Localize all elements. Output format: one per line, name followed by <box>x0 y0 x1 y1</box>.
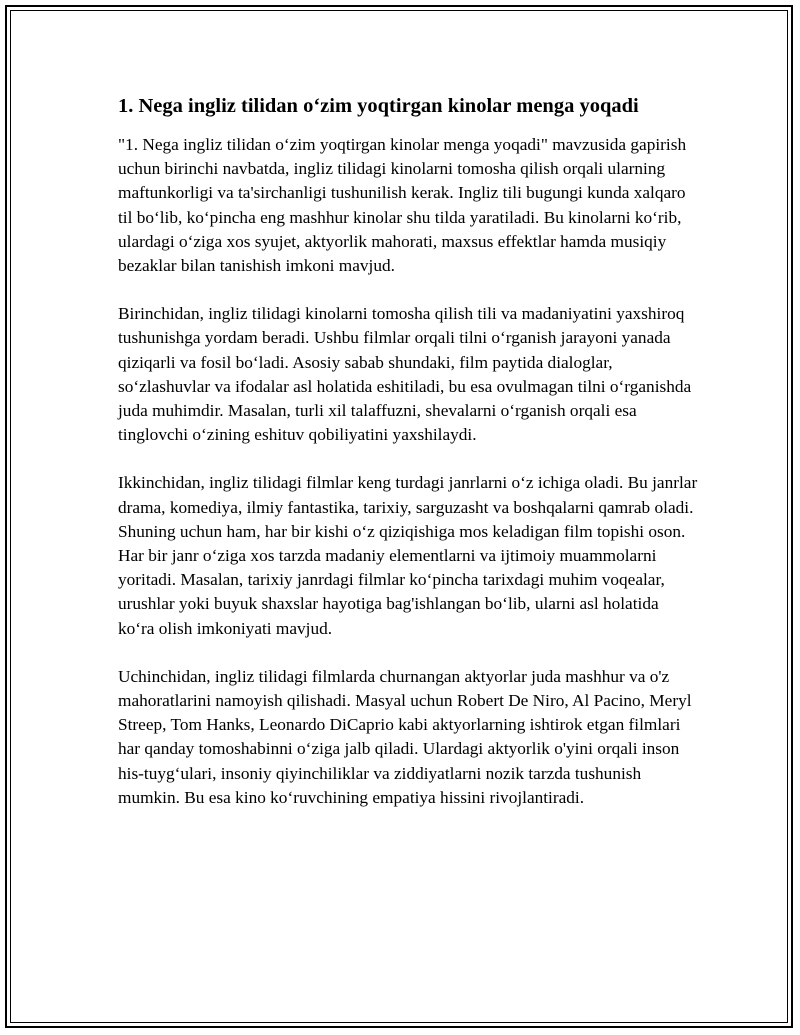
paragraph-second-reason: Ikkinchidan, ingliz tilidagi filmlar keng turdagi janrlarni o‘z ichiga oladi. Bu janrlar drama, komediya, ilmiy fantastika, tarixiy, sarguzasht va boshqalarni qamrab oladi. Shuning uchun ham, har bir kishi o‘z qiziqishiga mos keladigan film topishi oson. Har bir janr o‘ziga xos tarzda madaniy elementlarni va ijtimoiy muammolarni yoritadi. Masalan, tarixiy janrdagi filmlar ko‘pincha tarixdagi muhim voqealar, urushlar yoki buyuk shaxslar hayotiga bag'ishlangan bo‘lib, ularni asl holatida ko‘ra olish imkoniyati mavjud. <box>118 473 698 638</box>
paragraph-intro: "1. Nega ingliz tilidan o‘zim yoqtirgan kinolar menga yoqadi" mavzusida gapirish uchun birinchi navbatda, ingliz tilidagi kinolarni tomosha qilish orqali ularning maftunkorligi va ta'sirchanligi tushunilish kerak. Ingliz tili bugungi kunda xalqaro til bo‘lib, ko‘pincha eng mashhur kinolar shu tilda yaratiladi. Bu kinolarni ko‘rib, ulardagi o‘ziga xos syujet, aktyorlik mahorati, maxsus effektlar hamda musiqiy bezaklar bilan tanishish imkoni mavjud. <box>118 135 687 276</box>
paragraph-first-reason: Birinchidan, ingliz tilidagi kinolarni tomosha qilish tili va madaniyatini yaxshiroq tushunishga yordam beradi. Ushbu filmlar orqali tilni o‘rganish jarayoni yanada qiziqarli va fosil bo‘ladi. Asosiy sabab shundaki, film paytida dialoglar, so‘zlashuvlar va ifodalar asl holatida eshitiladi, bu esa ovulmagan tilni o‘rganishda juda muhimdir. Masalan, turli xil talaffuzni, shevalarni o‘rganish orqali esa tinglovchi o‘zining eshituv qobiliyatini yaxshilaydi. <box>118 304 692 445</box>
document-body <box>118 93 698 834</box>
document-heading: 1. Nega ingliz tilidan o‘zim yoqtirgan kinolar menga yoqadi <box>118 95 639 117</box>
paragraph-third-reason: Uchinchidan, ingliz tilidagi filmlarda churnangan aktyorlar juda mashhur va o'z mahoratlarini namoyish qilishadi. Masyal uchun Robert De Niro, Al Pacino, Meryl Streep, Tom Hanks, Leonardo DiCaprio kabi aktyorlarning ishtirok etgan filmlari har qanday tomoshabinni o‘ziga jalb qiladi. Ulardagi aktyorlik o'yini orqali inson his-tuyg‘ulari, insoniy qiyinchiliklar va ziddiyatlarni nozik tarzda tushunish mumkin. Bu esa kino ko‘ruvchining empatiya hissini rivojlantiradi. <box>118 666 692 807</box>
